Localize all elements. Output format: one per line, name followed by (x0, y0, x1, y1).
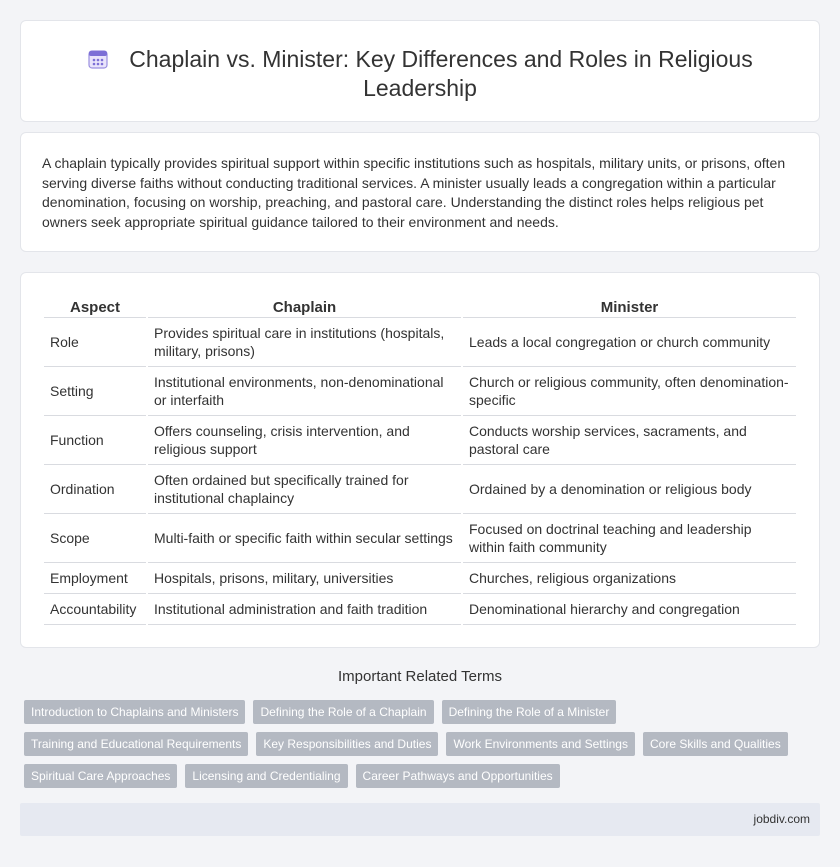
footer (20, 803, 820, 836)
related-term-tag[interactable]: Work Environments and Settings (446, 732, 635, 756)
cell-minister: Focused on doctrinal teaching and leadership within faith community (463, 514, 796, 563)
table-row (44, 367, 796, 416)
comparison-table-card (20, 272, 820, 648)
cell-minister: Churches, religious organizations (463, 563, 796, 594)
footer-site-link[interactable]: jobdiv.com (753, 812, 810, 826)
cell-aspect: Setting (44, 367, 146, 416)
related-term-tag[interactable]: Defining the Role of a Chaplain (253, 700, 433, 724)
cell-chaplain: Hospitals, prisons, military, universities (148, 563, 461, 594)
table-row (44, 563, 796, 594)
related-term-tag[interactable]: Training and Educational Requirements (24, 732, 248, 756)
table-row (44, 318, 796, 367)
related-term-tag[interactable]: Core Skills and Qualities (643, 732, 788, 756)
intro-card (20, 132, 820, 252)
header-minister: Minister (463, 296, 796, 318)
comparison-table (42, 296, 798, 625)
cell-chaplain: Institutional environments, non-denominational or interfaith (148, 367, 461, 416)
related-terms-title: Important Related Terms (338, 668, 502, 685)
cell-minister: Leads a local congregation or church community (463, 318, 796, 367)
cell-aspect: Role (44, 318, 146, 367)
page-title-text: Chaplain vs. Minister: Key Differences and Roles in Religious Leadership (129, 46, 753, 101)
table-row (44, 416, 796, 465)
related-term-tag[interactable]: Key Responsibilities and Duties (256, 732, 438, 756)
cell-aspect: Scope (44, 514, 146, 563)
cell-chaplain: Multi-faith or specific faith within secular settings (148, 514, 461, 563)
related-term-tag[interactable]: Licensing and Credentialing (185, 764, 347, 788)
related-term-tag[interactable]: Introduction to Chaplains and Ministers (24, 700, 245, 724)
table-row (44, 514, 796, 563)
table-row (44, 465, 796, 514)
related-term-tag[interactable]: Defining the Role of a Minister (442, 700, 617, 724)
page-title (21, 45, 819, 103)
cell-chaplain: Offers counseling, crisis intervention, and religious support (148, 416, 461, 465)
calendar-icon (87, 48, 109, 70)
title-card (20, 20, 820, 122)
cell-chaplain: Often ordained but specifically trained for institutional chaplaincy (148, 465, 461, 514)
table-header-row (44, 296, 796, 318)
cell-aspect: Function (44, 416, 146, 465)
cell-aspect: Ordination (44, 465, 146, 514)
cell-minister: Church or religious community, often denomination-specific (463, 367, 796, 416)
related-term-tag[interactable]: Career Pathways and Opportunities (356, 764, 560, 788)
cell-aspect: Employment (44, 563, 146, 594)
table-row (44, 594, 796, 625)
header-aspect: Aspect (44, 296, 146, 318)
cell-minister: Denominational hierarchy and congregation (463, 594, 796, 625)
related-terms-list (24, 700, 814, 796)
related-term-tag[interactable]: Spiritual Care Approaches (24, 764, 177, 788)
cell-minister: Ordained by a denomination or religious body (463, 465, 796, 514)
cell-chaplain: Provides spiritual care in institutions (hospitals, military, prisons) (148, 318, 461, 367)
cell-aspect: Accountability (44, 594, 146, 625)
cell-minister: Conducts worship services, sacraments, and pastoral care (463, 416, 796, 465)
header-chaplain: Chaplain (148, 296, 461, 318)
intro-paragraph: A chaplain typically provides spiritual support within specific institutions such as hospitals, military units, or prisons, often serving diverse faiths without conducting traditional services. A minister usually leads a congregation within a particular denomination, focusing on worship, preaching, and pastoral care. Understanding the distinct roles helps religious pet owners seek appropriate spiritual guidance tailored to their environment and needs. (42, 155, 786, 230)
cell-chaplain: Institutional administration and faith tradition (148, 594, 461, 625)
